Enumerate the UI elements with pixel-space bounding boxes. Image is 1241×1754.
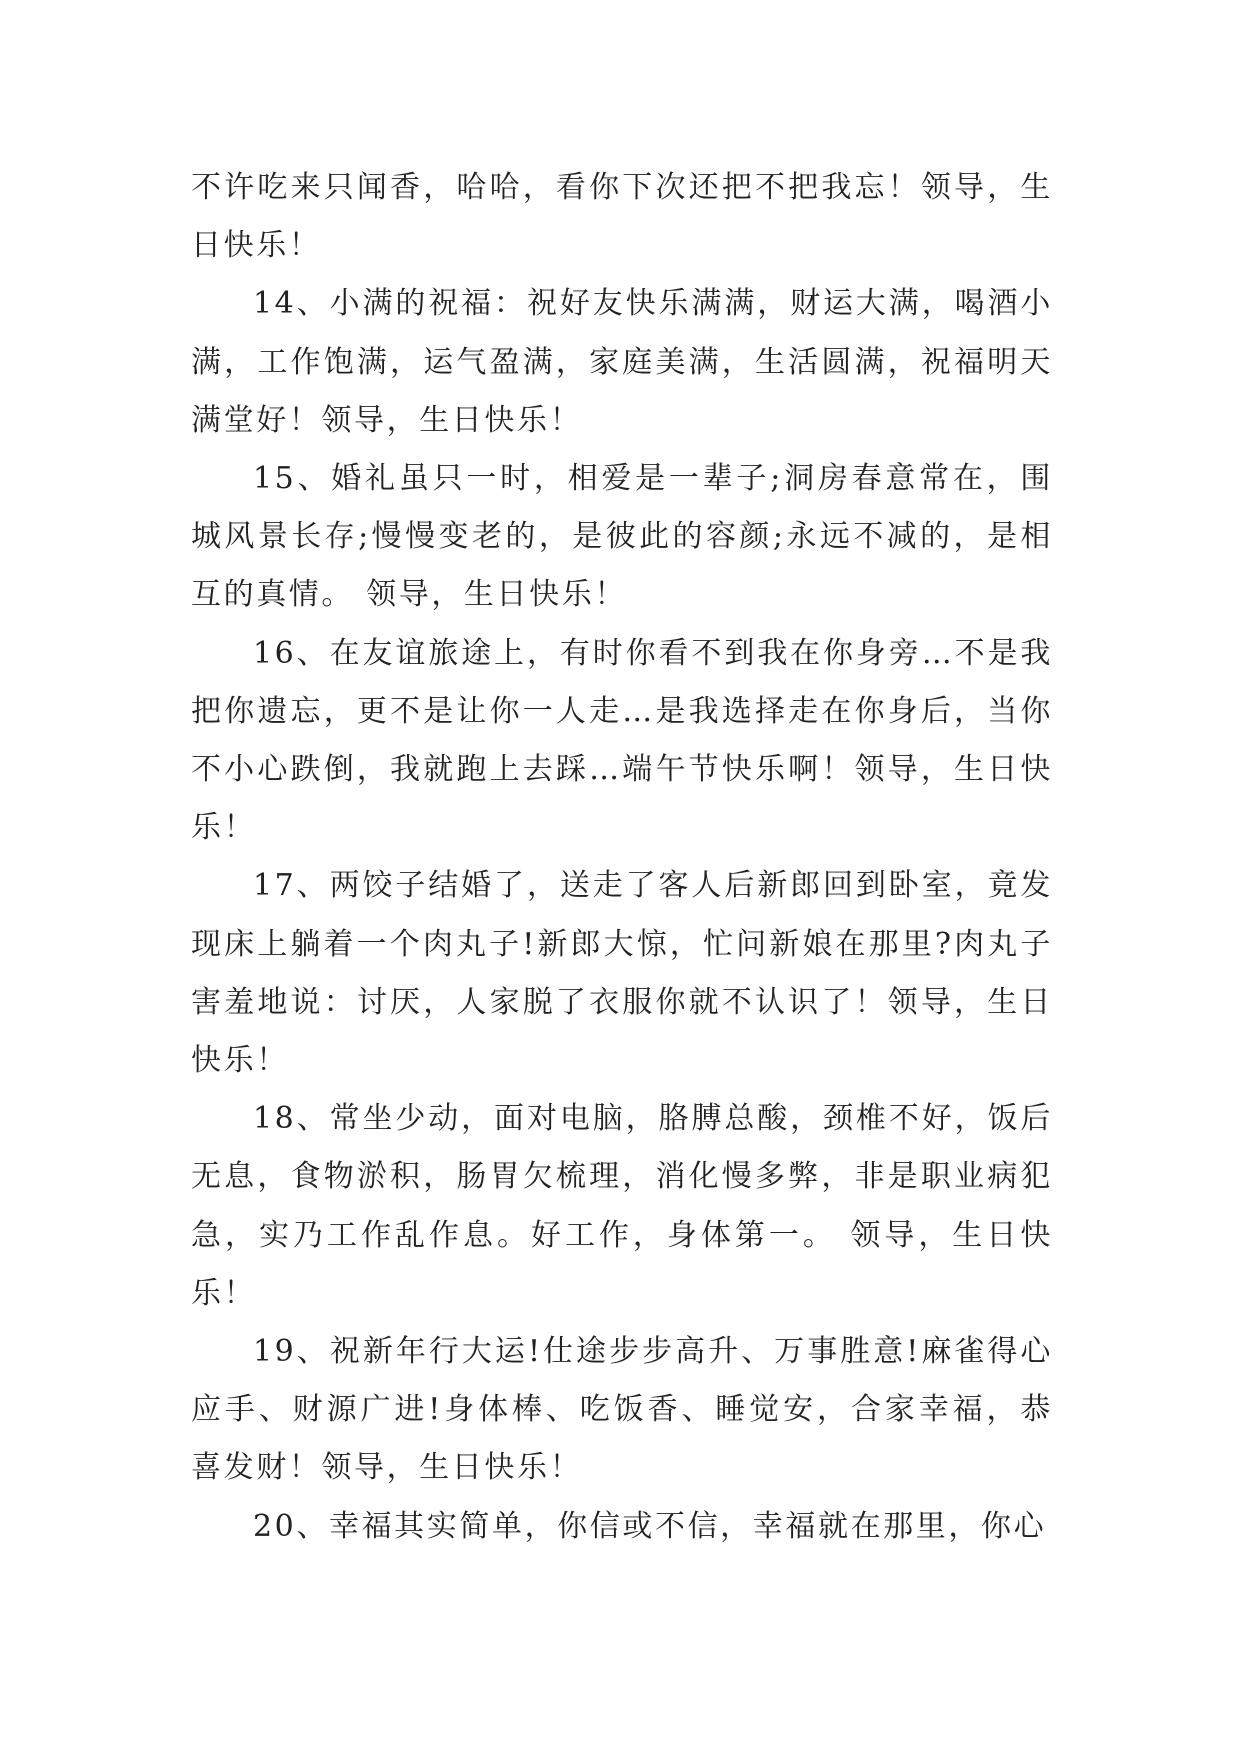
paragraph-19: 19、祝新年行大运!仕途步步高升、万事胜意!麻雀得心应手、财源广进!身体棒、吃饭香、睡觉安，合家幸福，恭喜发财！领导，生日快乐！ (191, 1334, 1053, 1486)
body-text (191, 159, 1053, 1556)
paragraph-16: 16、在友谊旅途上，有时你看不到我在你身旁…不是我把你遗忘，更不是让你一人走…是我选择走在你身后，当你不小心跌倒，我就跑上去踩…端午节快乐啊！领导，生日快乐！ (191, 635, 1053, 846)
paragraph-15: 15、婚礼虽只一时，相爱是一辈子;洞房春意常在，围城风景长存;慢慢变老的，是彼此的容颜;永远不减的，是相互的真情。 领导，生日快乐！ (191, 461, 1053, 613)
paragraph-14: 14、小满的祝福：祝好友快乐满满，财运大满，喝酒小满，工作饱满，运气盈满，家庭美满，生活圆满，祝福明天满堂好！领导，生日快乐！ (191, 286, 1053, 438)
paragraph-17: 17、两饺子结婚了，送走了客人后新郎回到卧室，竟发现床上躺着一个肉丸子!新郎大惊，忙问新娘在那里?肉丸子害羞地说：讨厌，人家脱了衣服你就不认识了！领导，生日快乐！ (191, 868, 1053, 1079)
paragraph-20-head: 20、幸福其实简单，你信或不信，幸福就在那里，你心 (253, 1508, 1047, 1544)
paragraph-13-tail: 不许吃来只闻香，哈哈，看你下次还把不把我忘！领导，生日快乐！ (191, 170, 1053, 264)
paragraph-18: 18、常坐少动，面对电脑，胳膊总酸，颈椎不好，饭后无息，食物淤积，肠胃欠梳理，消化慢多弊，非是职业病犯急，实乃工作乱作息。好工作，身体第一。 领导，生日快乐！ (191, 1101, 1053, 1311)
